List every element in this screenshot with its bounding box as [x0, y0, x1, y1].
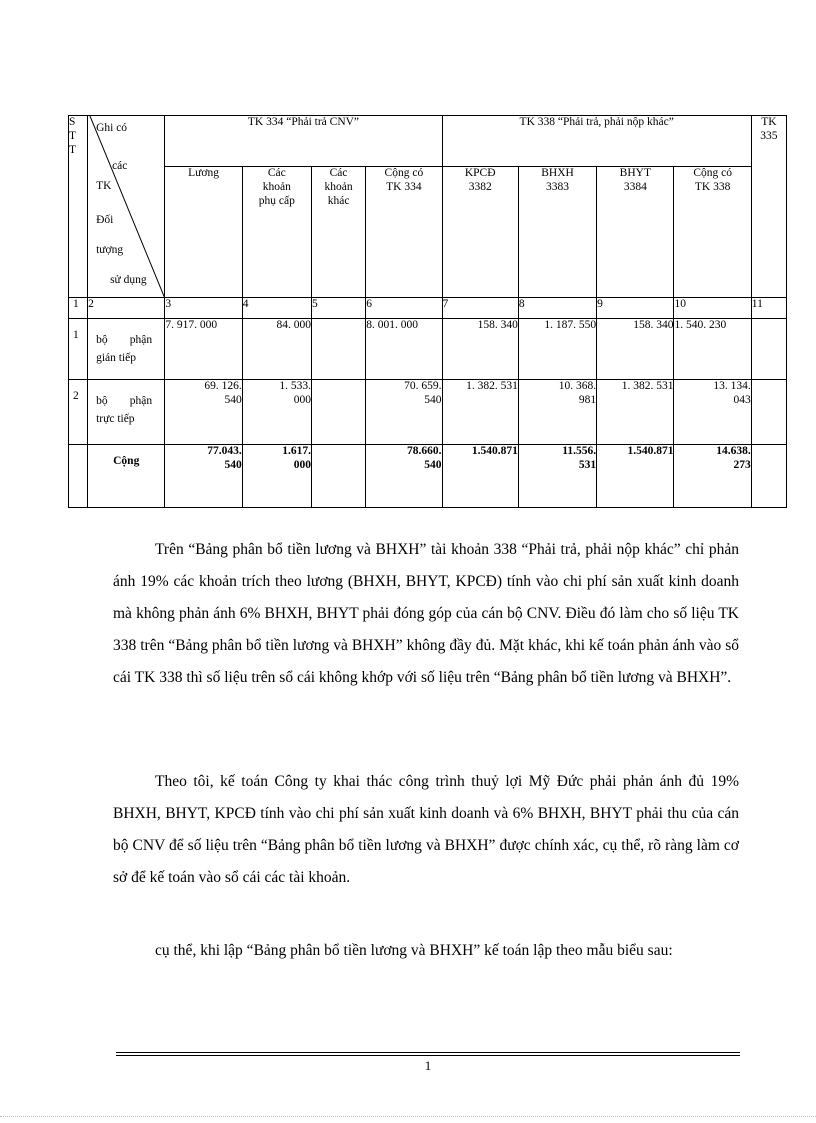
subheader-cong-338: Cộng có TK 338: [674, 167, 751, 298]
header-row-1: [69, 116, 787, 167]
stt-header-cell: S T T: [69, 116, 88, 298]
cell-cong-338: 1. 540. 230: [674, 319, 751, 380]
subheader-khac: Các khoản khác: [311, 167, 365, 298]
table-row: [69, 380, 787, 445]
diagonal-line: [88, 116, 164, 297]
col-number: 11: [751, 298, 786, 319]
total-tk335: [751, 445, 786, 508]
total-stt: [69, 445, 88, 508]
row-label: bộ phận gián tiếp: [88, 319, 165, 380]
cell-khac: [311, 319, 365, 380]
total-bhyt: 1.540.871: [597, 445, 674, 508]
total-bhxh: 11.556. 531: [518, 445, 596, 508]
cell-kpcd: 1. 382. 531: [442, 380, 518, 445]
cell-tk335: [751, 380, 786, 445]
total-luong: 77.043. 540: [165, 445, 242, 508]
col-number: 3: [165, 298, 242, 319]
cell-cong-334: 70. 659. 540: [366, 380, 442, 445]
cell-luong: 7. 917. 000: [165, 319, 242, 380]
row-stt: 1: [69, 319, 88, 380]
cell-cong-338: 13. 134. 043: [674, 380, 751, 445]
table-row: [69, 319, 787, 380]
total-khac: [311, 445, 365, 508]
col-number: 2: [88, 298, 165, 319]
column-number-row: [69, 298, 787, 319]
row-stt: 2: [69, 380, 88, 445]
group-header-tk334: TK 334 “Phải trả CNV”: [165, 116, 442, 167]
footer-rule-top: [116, 1052, 740, 1053]
header-tk335: TK 335: [751, 116, 786, 298]
cell-kpcd: 158. 340: [442, 319, 518, 380]
cell-phu-cap: 84. 000: [242, 319, 311, 380]
total-cong-338: 14.638. 273: [674, 445, 751, 508]
total-kpcd: 1.540.871: [442, 445, 518, 508]
row-label: bộ phận trực tiếp: [88, 380, 165, 445]
salary-allocation-table: [68, 115, 787, 508]
subheader-cong-334: Cộng có TK 334: [366, 167, 442, 298]
paragraph-2: Theo tôi, kế toán Công ty khai thác công trình thuỷ lợi Mỹ Đức phải phản ánh đủ 19% BHXH, BHYT, KPCĐ tính vào chi phí sản xuất kinh doanh và 6% BHXH, BHYT phải thu của cán bộ CNV để số liệu trên “Bảng phân bổ tiền lương và BHXH” được chính xác, cụ thể, rõ ràng làm cơ sở để kế toán vào sổ cái các tài khoản.: [113, 773, 739, 886]
subheader-bhyt: BHYT 3384: [597, 167, 674, 298]
col-number: 9: [597, 298, 674, 319]
page-edge-dotted-rule: [0, 1116, 816, 1117]
col-number: 10: [674, 298, 751, 319]
col-number: 5: [311, 298, 365, 319]
cell-khac: [311, 380, 365, 445]
subheader-phu-cap: Các khoản phụ cấp: [242, 167, 311, 298]
cell-luong: 69. 126. 540: [165, 380, 242, 445]
cell-bhxh: 1. 187. 550: [518, 319, 596, 380]
subheader-bhxh: BHXH 3383: [518, 167, 596, 298]
cell-tk335: [751, 319, 786, 380]
col-number: 7: [442, 298, 518, 319]
cell-cong-334: 8. 001. 000: [366, 319, 442, 380]
group-header-tk338: TK 338 “Phải trả, phải nộp khác”: [442, 116, 751, 167]
col-number: 8: [518, 298, 596, 319]
total-row: [69, 445, 787, 508]
total-cong-334: 78.660. 540: [366, 445, 442, 508]
col-number: 4: [242, 298, 311, 319]
cell-bhyt: 158. 340: [597, 319, 674, 380]
col-number: 1: [69, 298, 88, 319]
diagonal-header-cell: Ghi có các TK Đối tượng sử dụng: [88, 116, 165, 298]
paragraph-1: Trên “Bảng phân bổ tiền lương và BHXH” tài khoản 338 “Phải trả, phải nộp khác” chỉ phản ánh 19% các khoản trích theo lương (BHXH, BHYT, KPCĐ) tính vào chi phí sản xuất kinh doanh mà không phản ánh 6% BHXH, BHYT phải đóng góp của cán bộ CNV. Điều đó làm cho số liệu TK 338 trên “Bảng phân bổ tiền lương và BHXH” không đầy đủ. Mặt khác, khi kế toán phản ánh vào sổ cái TK 338 thì số liệu trên sổ cái không khớp với số liệu trên “Bảng phân bổ tiền lương và BHXH”.: [113, 541, 739, 686]
header-row-2: [69, 167, 787, 298]
cell-bhxh: 10. 368. 981: [518, 380, 596, 445]
subheader-kpcd: KPCĐ 3382: [442, 167, 518, 298]
page-number: 1: [424, 1058, 432, 1073]
cell-bhyt: 1. 382. 531: [597, 380, 674, 445]
paragraph-3: cụ thể, khi lập “Bảng phân bổ tiền lương và BHXH” kế toán lập theo mẫu biểu sau:: [155, 942, 673, 959]
subheader-luong: Lương: [165, 167, 242, 298]
total-label: Cộng: [88, 445, 165, 508]
footer-rule-bottom: [116, 1055, 740, 1056]
col-number: 6: [366, 298, 442, 319]
total-phu-cap: 1.617. 000: [242, 445, 311, 508]
cell-phu-cap: 1. 533. 000: [242, 380, 311, 445]
